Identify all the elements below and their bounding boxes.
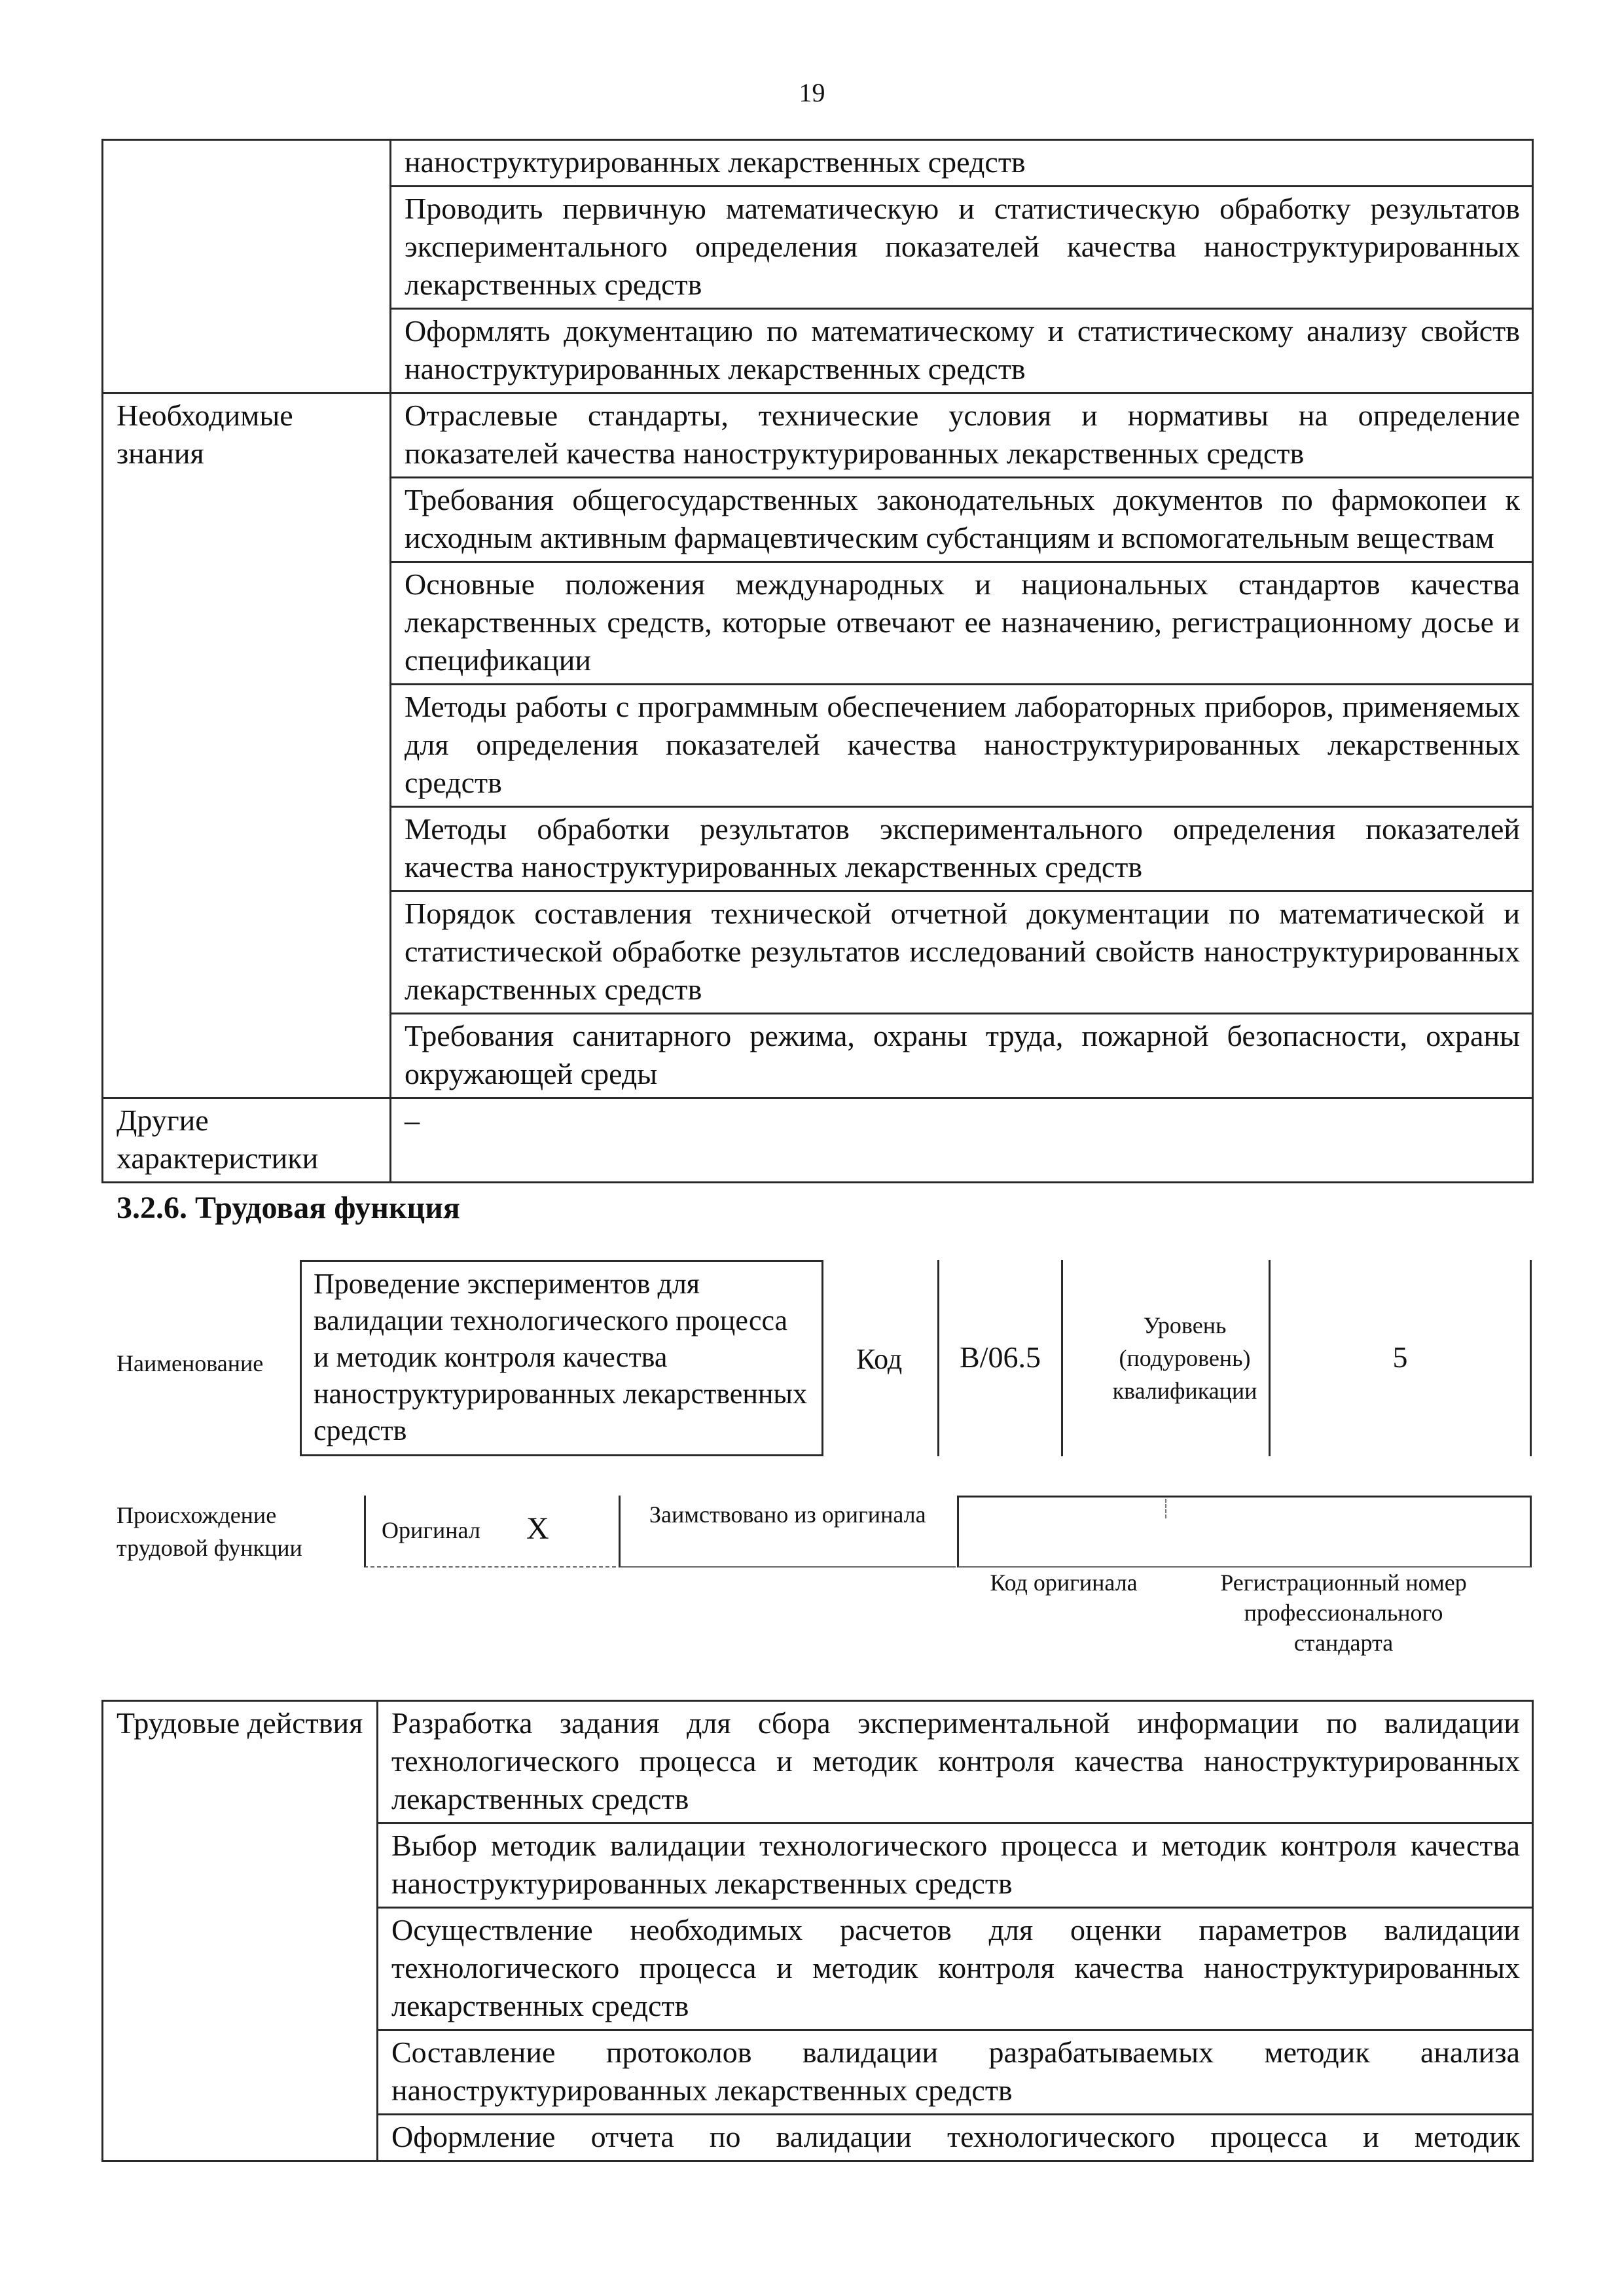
borrowed-cell bbox=[619, 1496, 956, 1568]
origin-label: Происхождение трудовой функции bbox=[117, 1502, 302, 1561]
original-label: Оригинал bbox=[382, 1517, 480, 1543]
row-label-empty bbox=[103, 140, 391, 187]
knowledge-item: Отраслевые стандарты, технические условия и нормативы на определение показателей качества наноструктурированных лекарственных средств bbox=[391, 393, 1533, 478]
function-name-box bbox=[300, 1260, 823, 1456]
level-box bbox=[1269, 1260, 1532, 1456]
row-label-empty bbox=[103, 309, 391, 393]
function-name: Проведение экспериментов для валидации технологического процесса и методик контроля качества наноструктурированных лекарственных средств bbox=[314, 1268, 807, 1446]
level-label: Уровень (подуровень) квалификации bbox=[1112, 1312, 1257, 1404]
knowledge-item: Требования санитарного режима, охраны труда, пожарной безопасности, охраны окружающей среды bbox=[391, 1014, 1533, 1098]
knowledge-item: Порядок составления технической отчетной документации по математической и статистической обработке результатов исследований свойств наноструктурированных лекарственных средств bbox=[391, 891, 1533, 1014]
action-item: Осуществление необходимых расчетов для оценки параметров валидации технологического процесса и методик контроля качества наноструктурированных лекарственных средств bbox=[378, 1908, 1533, 2030]
row-label-other: Другие характеристики bbox=[103, 1098, 391, 1183]
code-original-caption: Код оригинала bbox=[990, 1570, 1138, 1596]
other-item: – bbox=[391, 1098, 1533, 1183]
action-item: Выбор методик валидации технологического процесса и методик контроля качества наноструктурированных лекарственных средств bbox=[378, 1823, 1533, 1908]
action-item: Оформление отчета по валидации технологического процесса и методик bbox=[378, 2115, 1533, 2161]
borrowed-label: Заимствовано из оригинала bbox=[649, 1501, 926, 1528]
skill-item: наноструктурированных лекарственных средств bbox=[391, 140, 1533, 187]
competency-table bbox=[101, 139, 1534, 1183]
row-label-knowledge: Необходимые знания bbox=[103, 393, 391, 1098]
action-item: Разработка задания для сбора экспериментальной информации по валидации технологического процесса и методик контроля качества наноструктурированных лекарственных средств bbox=[378, 1701, 1533, 1823]
skill-item: Оформлять документацию по математическому и статистическому анализу свойств наноструктурированных лекарственных средств bbox=[391, 309, 1533, 393]
page-number: 19 bbox=[799, 78, 825, 107]
row-label-empty bbox=[103, 187, 391, 309]
knowledge-item: Основные положения международных и национальных стандартов качества лекарственных средств, которые отвечают ее назначению, регистрационному досье и спецификации bbox=[391, 562, 1533, 685]
action-item: Составление протоколов валидации разрабатываемых методик анализа наноструктурированных лекарственных средств bbox=[378, 2030, 1533, 2115]
knowledge-item: Методы работы с программным обеспечением лабораторных приборов, применяемых для определения показателей качества наноструктурированных лекарственных средств bbox=[391, 685, 1533, 807]
original-mark: X bbox=[526, 1511, 549, 1546]
origin-code-cells bbox=[957, 1496, 1532, 1568]
code-label: Код bbox=[856, 1343, 903, 1375]
row-label-actions: Трудовые действия bbox=[103, 1701, 378, 2161]
original-cell bbox=[364, 1496, 616, 1568]
skill-item: Проводить первичную математическую и статистическую обработку результатов экспериментального определения показателей качества наноструктурированных лекарственных средств bbox=[391, 187, 1533, 309]
level-value: 5 bbox=[1392, 1340, 1408, 1374]
labor-actions-table bbox=[101, 1700, 1534, 2162]
name-label: Наименование bbox=[117, 1350, 264, 1376]
cell-divider bbox=[1165, 1499, 1166, 1518]
code-value: B/06.5 bbox=[960, 1340, 1041, 1374]
knowledge-item: Методы обработки результатов экспериментального определения показателей качества наноструктурированных лекарственных средств bbox=[391, 807, 1533, 891]
reg-number-caption: Регистрационный номер профессионального стандарта bbox=[1220, 1570, 1467, 1656]
knowledge-item: Требования общегосударственных законодательных документов по фармокопеи к исходным активным фармацевтическим субстанциям и вспомогательным веществам bbox=[391, 478, 1533, 562]
section-heading: 3.2.6. Трудовая функция bbox=[117, 1191, 460, 1225]
code-box bbox=[937, 1260, 1063, 1456]
